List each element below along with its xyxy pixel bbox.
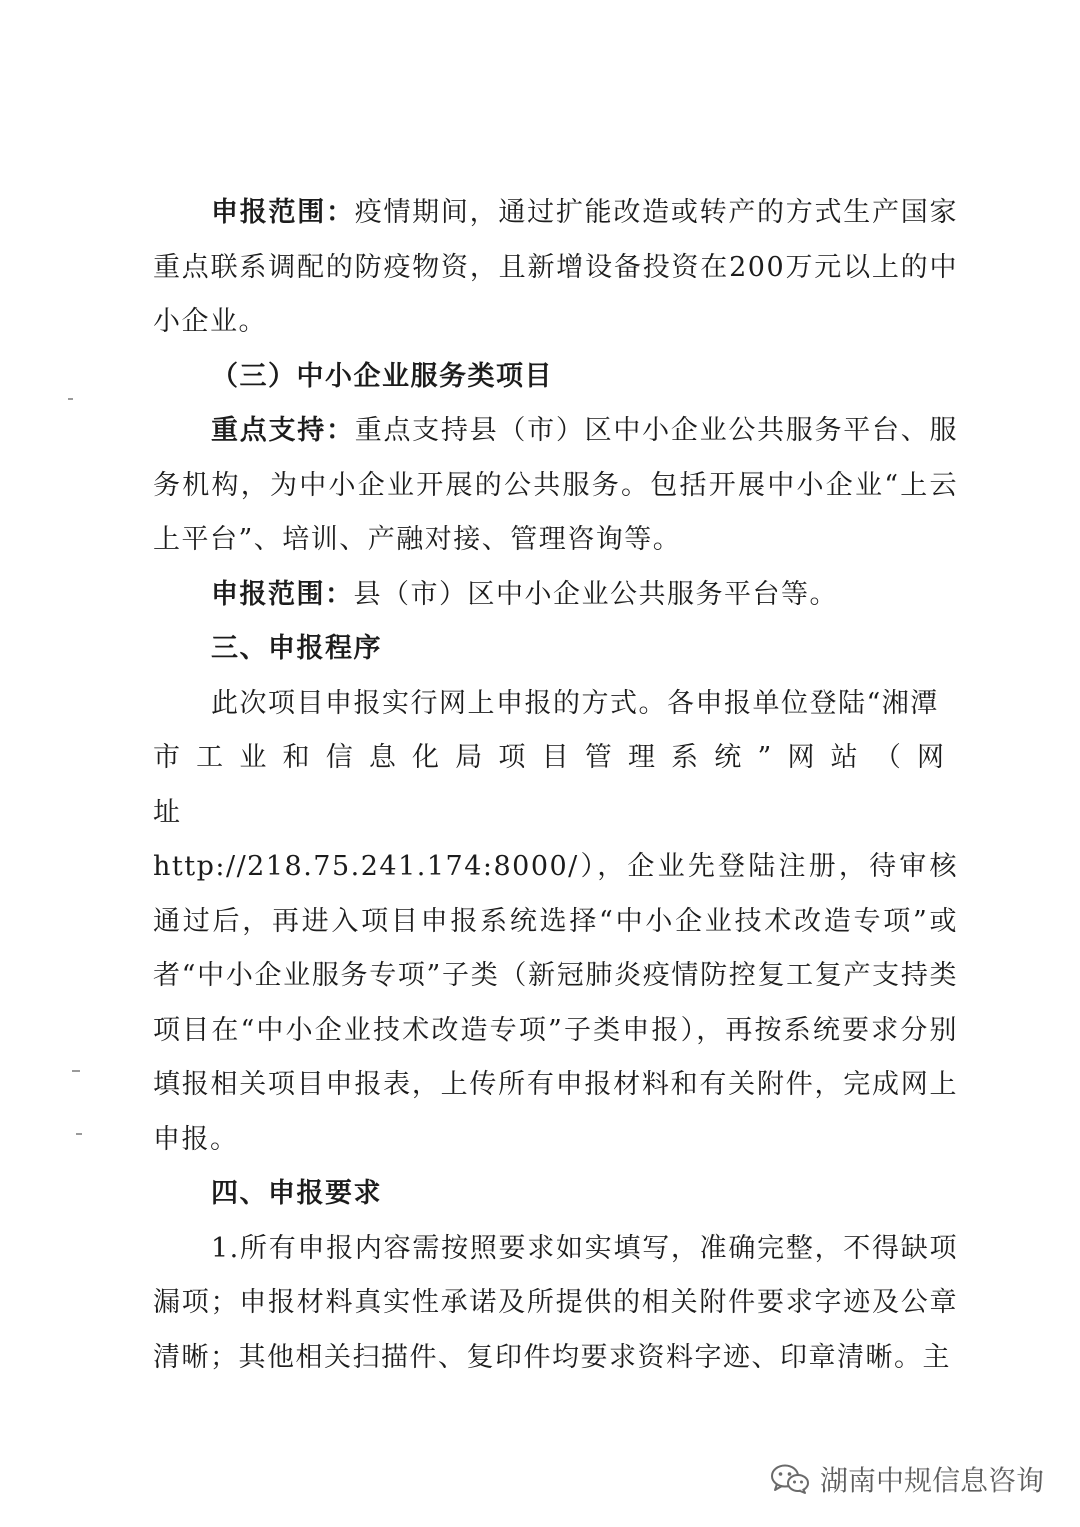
paragraph-part3-rest: http://218.75.241.174:8000/），企业先登陆注册，待审核通过后，再进入项目申报系统选择“中小企业技术改造专项”或者“中小企业服务专项”子类（新冠肺炎疫情防控复工复产支持类项目在“中小企业技术改造专项”子类申报），再按系统要求分别填报相关项目申报表，上传所有申报材料和有关附件，完成网上申报。 (153, 851, 958, 1155)
label-sec3-focus: 重点支持： (211, 415, 355, 446)
heading-part3: 三、申报程序 (211, 633, 382, 664)
paragraph-part4-item1: 1.所有申报内容需按照要求如实填写，准确完整，不得缺项漏项；申报材料真实性承诺及所提供的相关附件要求字迹及公章清晰；其他相关扫描件、复印件均要求资料字迹、印章清晰。主 (153, 1232, 958, 1373)
watermark (770, 1459, 1044, 1499)
paragraph-sec3-scope (153, 568, 958, 623)
scan-speck (72, 1070, 80, 1072)
paragraph-sec1-scope (153, 186, 958, 350)
text-sec3-scope: 县（市）区中小企业公共服务平台等。 (353, 578, 838, 610)
heading-part4: 四、申报要求 (211, 1178, 382, 1209)
watermark-text: 湖南中规信息咨询 (819, 1464, 1044, 1497)
text-sec1-scope: 疫情期间，通过扩能改造或转产的方式生产国家重点联系调配的防疫物资，且新增设备投资在200万元以上的中小企业。 (153, 197, 959, 337)
paragraph-sec3-focus (153, 404, 958, 568)
label-sec3-scope: 申报范围： (211, 578, 354, 610)
scan-speck (76, 1133, 82, 1135)
wechat-icon (770, 1463, 810, 1495)
heading-sec3: （三）中小企业服务类项目 (211, 360, 553, 392)
document-body (153, 186, 958, 1385)
label-sec1-scope: 申报范围： (211, 197, 355, 228)
scan-speck (68, 398, 73, 400)
paragraph-part3-line2: 市工业和信息化局项目管理系统”网站（网址 (153, 742, 958, 828)
text-sec3-focus: 重点支持县（市）区中小企业公共服务平台、服务机构，为中小企业开展的公共服务。包括开展中小企业“上云上平台”、培训、产融对接、管理咨询等。 (153, 415, 959, 555)
paragraph-part3-line1: 此次项目申报实行网上申报的方式。各申报单位登陆“湘潭 (211, 687, 939, 719)
